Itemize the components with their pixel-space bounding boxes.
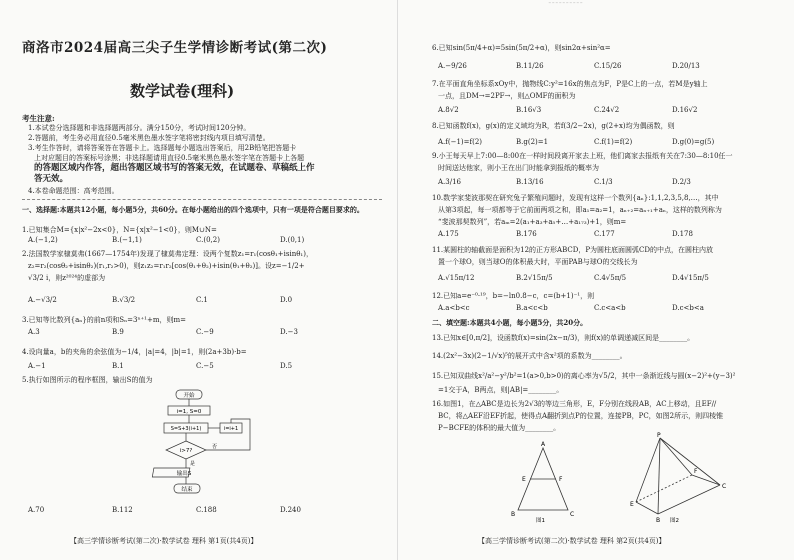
q2-option-c: C.1 (196, 296, 208, 304)
q10-option-b: B.176 (516, 230, 537, 238)
q3-option-b: B.9 (112, 328, 124, 336)
fig1-label-b: B (511, 511, 516, 518)
q7-option-c: C.24√2 (594, 106, 620, 114)
fig1-label-a: A (541, 441, 546, 448)
q4-option-d: D.5 (280, 362, 293, 370)
question-3: 3.已知等比数列{aₙ}的前n项和Sₙ=3ⁿ⁺¹+m，则m= (22, 316, 186, 324)
flow-output: 输出S (176, 471, 192, 477)
notice-line: 1.本试卷分选择题和非选择题两部分。满分150分，考试时间120分钟。 (28, 124, 251, 132)
question-10-line: 10.数学家斐波那契在研究兔子繁殖问题时，发现有这样一个数列{aₙ}:1,1,2,3,5,8,…，其中 (432, 194, 719, 202)
q11-option-c: C.4√5π/5 (594, 274, 627, 282)
q5-option-c: C.188 (196, 506, 217, 514)
notice-heading: 考生注意: (22, 114, 55, 123)
footer-left: 【高三学情诊断考试(第二次)·数学试卷 理科 第1页(共4页)】 (70, 537, 258, 545)
question-11-line: 11.某圆柱的轴截面是面积为12的正方形ABCD，P为圆柱底面圆弧CD的中点，在圆柱内放 (432, 246, 714, 254)
exam-subtitle: 数学试卷(理科) (130, 82, 235, 100)
figure-1 (508, 438, 578, 524)
question-2-line: 2.法国数学家棣莫弗(1667—1754年)发现了棣莫弗定理：设两个复数z₁=r₁(cosθ₁+isinθ₁)， (22, 250, 313, 258)
q10-option-a: A.175 (438, 230, 459, 238)
question-9-line: 9.小王每天早上7:00—8:00在一样时间段离开家去上班，他们离家去报纸有关在7:30—8:10任一 (432, 152, 733, 160)
exam-title: 商洛市2024届高三尖子生学情诊断考试(第二次) (22, 40, 328, 56)
divider (22, 199, 382, 200)
q2-option-b: B.√3/2 (112, 296, 136, 304)
section-2-heading: 二、填空题:本题共4小题，每小题5分，共20分。 (432, 318, 588, 327)
q11-option-d: D.4√15π/5 (672, 274, 709, 282)
q3-option-d: D.−3 (280, 328, 298, 336)
notice-line: 4.本卷命题范围：高考范围。 (28, 187, 119, 195)
flow-yes: 是 (190, 461, 196, 467)
question-9-line: 时间送达他家，则小王在出门时能拿到报纸的概率为 (438, 164, 599, 172)
flow-init: i=1, S=0 (176, 409, 202, 415)
q10-option-d: D.178 (672, 230, 693, 238)
q9-option-b: B.13/16 (516, 178, 544, 186)
question-14: 14.(2x²−3x)(2−1/√x)⁵的展开式中含x²项的系数为________。 (432, 352, 627, 360)
q1-option-d: D.(0,1) (280, 236, 305, 244)
fig2-label-b: B (656, 517, 661, 524)
q7-option-b: B.16√3 (516, 106, 542, 114)
q3-option-c: C.−9 (196, 328, 214, 336)
q1-option-b: B.(−1,1) (112, 236, 142, 244)
flow-end: 结束 (181, 487, 193, 493)
question-8: 8.已知函数f(x)，g(x)的定义域均为R，若f(3/2−2x)，g(2+x)均为偶函数，则 (432, 122, 675, 130)
question-10-line: “斐波那契数列”，若aₘ=2(a₁+a₃+a₅+…+a₁₇₃)+1，则m= (438, 218, 627, 226)
fig2-caption: 图2 (670, 518, 679, 524)
q4-option-a: A.−1 (28, 362, 46, 370)
q9-option-c: C.1/3 (594, 178, 613, 186)
question-7-line: 7.在平面直角坐标系xOy中，抛物线C:y²=16x的焦点为F，P是C上的一点，若M是y轴上 (432, 80, 708, 88)
q6-option-d: D.20/13 (672, 62, 700, 70)
q6-option-b: B.11/26 (516, 62, 544, 70)
fig2-label-c: C (722, 483, 727, 490)
q11-option-b: B.2√15π/5 (516, 274, 553, 282)
footer-right: 【高三学情诊断考试(第二次)·数学试卷 理科 第2页(共4页)】 (478, 537, 666, 545)
flow-cond: i>7? (179, 448, 193, 454)
question-15-line: 15.已知双曲线x²/a²−y²/b²=1(a>0,b>0)的离心率为√5/2，其中一条渐近线与圆(x−2)²+(y−3)² (432, 372, 736, 380)
q2-option-d: D.0 (280, 296, 293, 304)
flow-no: 否 (212, 444, 218, 450)
question-16-line: P−BCFE的体积的最大值为________。 (438, 424, 561, 432)
flow-inc: i=i+1 (223, 426, 239, 432)
q8-option-c: C.f(1)=f(2) (594, 138, 633, 146)
q1-option-a: A.(−1,2) (28, 236, 58, 244)
notice-line: 2.答题前，考生务必用直径0.5毫米黑色墨水签字笔将密封线内项目填写清楚。 (28, 134, 270, 142)
flowchart (150, 388, 260, 502)
q5-option-a: A.70 (28, 506, 45, 514)
q5-option-d: D.240 (280, 506, 301, 514)
q12-option-d: D.c<b<a (672, 304, 704, 312)
fig1-label-e: E (522, 476, 526, 483)
fig2-label-f: F (694, 468, 698, 475)
q9-option-a: A.3/16 (438, 178, 461, 186)
question-2-line: √3/2 i，则z²⁰²⁴的虚部为 (28, 274, 106, 282)
q9-option-d: D.2/3 (672, 178, 691, 186)
q4-option-c: C.−5 (196, 362, 214, 370)
question-5: 5.执行如图所示的程序框图，输出S的值为 (22, 376, 153, 384)
q12-option-b: B.a<c<b (516, 304, 548, 312)
question-16-line: 16.如图1，在△ABC是边长为2√3的等边三角形，E，F分别在线段AB，AC上移动，且EF// (432, 400, 717, 408)
notice-line-bold: 的答题区域内作答，超出答题区域书写的答案无效，在试题卷、草稿纸上作 (34, 163, 315, 173)
q5-option-b: B.112 (112, 506, 133, 514)
q8-option-d: D.g(0)=g(5) (672, 138, 715, 146)
q10-option-c: C.177 (594, 230, 615, 238)
fig2-label-p: P (657, 432, 661, 439)
question-2-line: z₂=r₂(cosθ₂+isinθ₂)(r₁,r₂>0)，则z₁z₂=r₁r₂[cos(θ₁+θ₂)+isin(θ₁+θ₂)]。设z=−1/2+ (28, 262, 305, 270)
q7-option-d: D.16√2 (672, 106, 698, 114)
q3-option-a: A.3 (28, 328, 40, 336)
q12-option-a: A.a<b<c (438, 304, 470, 312)
q6-option-c: C.15/26 (594, 62, 622, 70)
q1-option-c: C.(0,2) (196, 236, 220, 244)
question-10-line: 从第3项起，每一项都等于它前面两项之和，即a₁=a₂=1，aₙ₊₂=aₙ₊₁+aₙ，这样的数列称为 (438, 206, 722, 214)
q8-option-b: B.g(2)=1 (516, 138, 549, 146)
question-13: 13.已知x∈[0,π/2]，设函数f(x)=sin(2x−π/3)，则f(x)的单调递减区间是________。 (432, 334, 695, 342)
q4-option-b: B.1 (112, 362, 124, 370)
fig1-label-c: C (570, 511, 575, 518)
q12-option-c: C.c<a<b (594, 304, 626, 312)
question-1: 1.已知集合M={x|x²−2x<0}，N={x|x²−1<0}，则M∪N= (22, 226, 217, 234)
header-snippet: ˉˉˉˉˉˉˉˉˉˉ (548, 2, 583, 10)
section-1-heading: 一、选择题:本题共12小题，每小题5分，共60分。在每小题给出的四个选项中，只有一项是符合题目要求的。 (22, 205, 364, 214)
question-6: 6.已知sin(5π/4+α)=5sin(5π/2+α)，则sin2α+sin²α= (432, 44, 611, 52)
fig2-label-e: E (630, 501, 634, 508)
question-12: 12.已知a=e⁻⁰·¹⁹，b=−ln0.8−c，c=(b+1)⁻¹，则 (432, 292, 595, 300)
q7-option-a: A.8√2 (438, 106, 459, 114)
notice-line-bold: 答无效。 (34, 174, 69, 184)
fig1-label-f: F (559, 476, 563, 483)
q6-option-a: A.−9/26 (438, 62, 467, 70)
flow-start: 开始 (183, 393, 195, 399)
q2-option-a: A.−√3/2 (28, 296, 57, 304)
question-11-line: 置一个球O，则当球O的体积最大时，平面PAB与球O的交线长为 (438, 258, 638, 266)
question-4: 4.设向量a，b的夹角的余弦值为−1/4，|a|=4，|b|=1，则(2a+3b)·b= (22, 348, 247, 356)
page-right (397, 0, 794, 560)
figure-2 (630, 430, 730, 524)
q11-option-a: A.√15π/12 (438, 274, 475, 282)
question-16-line: BC，将△AEF沿EF折起，使得点A翻折到点P的位置，连接PB，PC，如图2所示，则四棱锥 (438, 412, 724, 420)
question-15-line: =1交于A，B两点，则|AB|=________。 (438, 386, 564, 394)
notice-line: 3.考生作答时，请将答案答在答题卡上。选择题每小题选出答案后，用2B铅笔把答题卡 (28, 144, 297, 152)
q8-option-a: A.f(−1)=f(2) (438, 138, 483, 146)
fig1-caption: 图1 (536, 518, 545, 524)
flow-calc: S=S+3(i+1) (170, 426, 202, 432)
question-7-line: 一点，且DM→=2PF→，则△OMF的面积为 (438, 92, 576, 100)
notice-line: 上对应题目的答案标号涂黑；非选择题请用直径0.5毫米黑色墨水签字笔在答题卡上各题 (34, 154, 305, 162)
